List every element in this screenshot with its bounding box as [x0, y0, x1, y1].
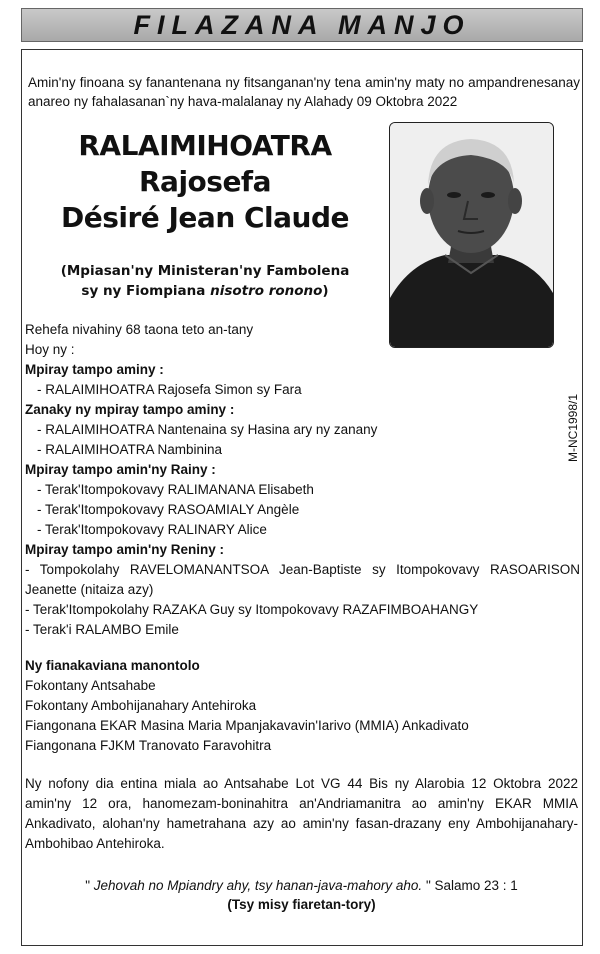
deceased-role: [30, 261, 380, 301]
quote-text: Jehovah no Mpiandry ahy, tsy hanan-java-mahory aho.: [93, 878, 423, 893]
footer-note: (Tsy misy fiaretan-tory): [227, 897, 376, 912]
quote-open: ": [85, 878, 94, 893]
list-item: - Terak'Itompokovavy RASOAMIALY Angèle: [37, 502, 300, 517]
role-line-2: [30, 281, 380, 301]
list-item: Fiangonana FJKM Tranovato Faravohitra: [25, 738, 272, 753]
list-item: - Terak'i RALAMBO Emile: [25, 622, 179, 637]
list-item: - Terak'Itompokovavy RALIMANANA Elisabeth: [37, 482, 314, 497]
family-heading: Ny fianakaviana manontolo: [25, 658, 200, 673]
list-item: - Terak'Itompokolahy RAZAKA Guy sy Itompokovavy RAZAFIMBOAHANGY: [25, 602, 479, 617]
list-item: - RALAIMIHOATRA Nambinina: [37, 442, 223, 457]
role-line-2-prefix: sy ny Fiompiana: [81, 283, 211, 299]
deceased-surname: RALAIMIHOATRA: [78, 129, 332, 162]
deceased-given-name: Rajosefa: [138, 165, 272, 198]
spacer: [25, 640, 580, 656]
spouse-heading: Mpiray tampo aminy :: [25, 362, 164, 377]
rainy-heading: Mpiray tampo amin'ny Rainy :: [25, 462, 216, 477]
deceased-other-names: Désiré Jean Claude: [60, 201, 350, 234]
age-line: Rehefa nivahiny 68 taona teto an-tany: [25, 322, 254, 337]
role-line-1: (Mpiasan'ny Ministeran'ny Fambolena: [60, 263, 350, 279]
portrait-illustration: [390, 123, 553, 347]
list-item: - RALAIMIHOATRA Nantenaina sy Hasina ary ny zanany: [37, 422, 378, 437]
reniny-heading: Mpiray tampo amin'ny Reniny :: [25, 542, 224, 557]
funeral-details: Ny nofony dia entina miala ao Antsahabe Lot VG 44 Bis ny Alarobia 12 Oktobra 2022 amin'ny 12 ora, hanomezam-boninahitra an'Andriamanitra ao amin'ny EKAR MMIA Ankadivato, alohan'ny hametrahana azy ao amin'ny fasan-drazany eny Ambohijanahary-Ambohibao Antehiroka.: [25, 776, 578, 851]
deceased-name: [30, 128, 380, 236]
role-line-2-suffix: ): [322, 283, 329, 299]
intro-paragraph: Amin'ny finoana sy fanantenana ny fitsanganan'ny tena amin'ny maty no ampandrenesanay anareo ny fahalasanan`ny hava-malalanay ny Alahady 09 Oktobra 2022: [28, 75, 580, 109]
reference-code: M-NC1998/1: [566, 393, 580, 462]
family-listing: [25, 320, 580, 756]
hoy-ny-line: Hoy ny :: [25, 342, 75, 357]
role-line-2-italic: nisotro ronono: [210, 283, 323, 299]
notice-banner: [21, 8, 583, 42]
bible-quote: [25, 876, 578, 896]
list-item: Fiangonana EKAR Masina Maria Mpanjakavavin'Iarivo (MMIA) Ankadivato: [25, 718, 469, 733]
banner-title: FILAZANA MANJO: [133, 9, 471, 40]
list-item: - Terak'Itompokovavy RALINARY Alice: [37, 522, 267, 537]
list-item: Fokontany Ambohijanahary Antehiroka: [25, 698, 257, 713]
list-item: - Tompokolahy RAVELOMANANTSOA Jean-Baptiste sy Itompokovavy RASOARISON Jeanette (nitaiza azy): [25, 562, 580, 597]
list-item: Fokontany Antsahabe: [25, 678, 156, 693]
portrait-photo: [389, 122, 554, 348]
list-item: - RALAIMIHOATRA Rajosefa Simon sy Fara: [37, 382, 302, 397]
children-heading: Zanaky ny mpiray tampo aminy :: [25, 402, 235, 417]
quote-reference: " Salamo 23 : 1: [422, 878, 518, 893]
